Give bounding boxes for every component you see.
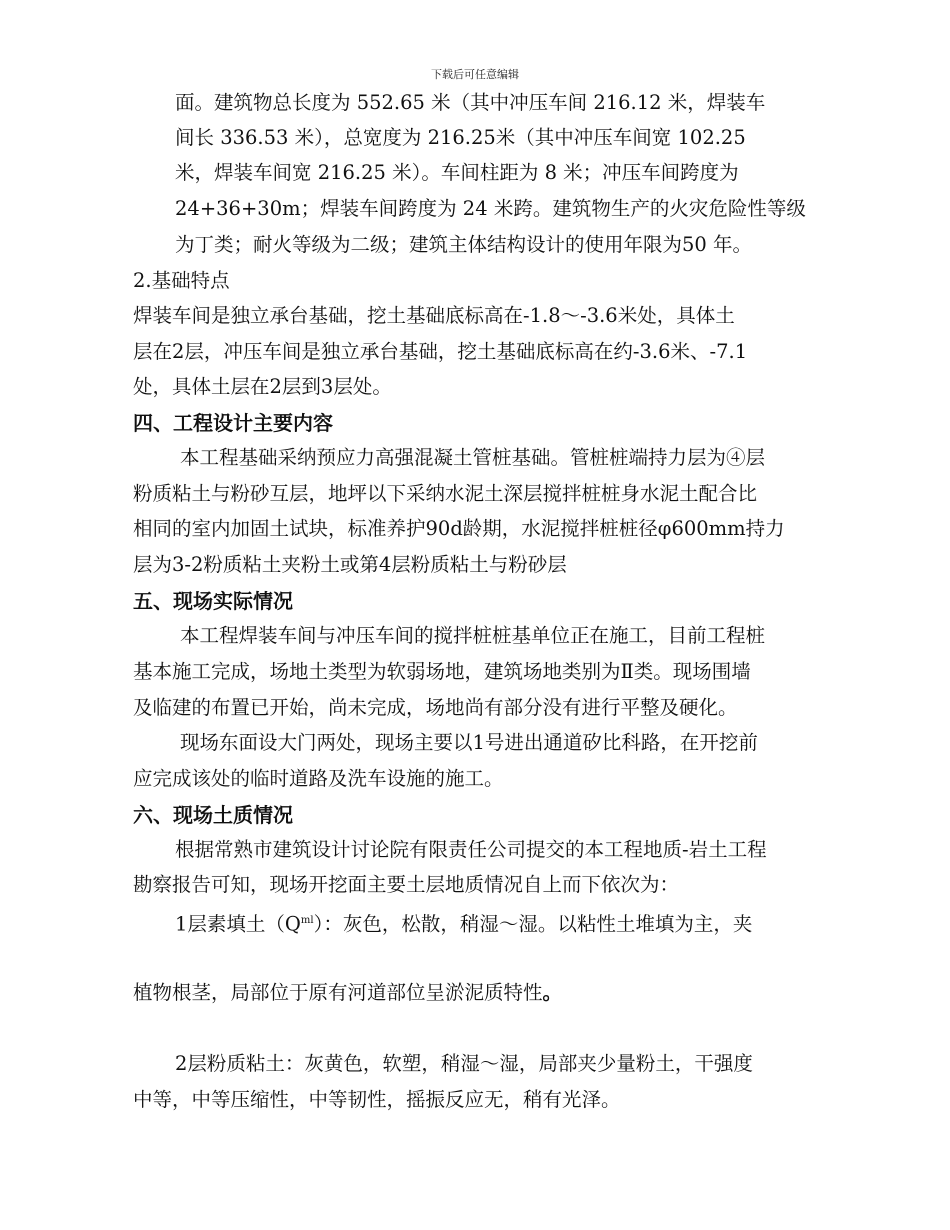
paragraph-line	[133, 980, 562, 1006]
paragraph-line: 相同的室内加固土试块，标准养护90d龄期，水泥搅拌桩桩径φ600mm持力	[133, 517, 785, 540]
paragraph-line: 层为3-2粉质粘土夹粉土或第4层粉质粘土与粉砂层	[133, 553, 567, 576]
paragraph-line: 根据常熟市建筑设计讨论院有限责任公司提交的本工程地质-岩土工程	[175, 838, 767, 861]
bold-period: 。	[542, 981, 563, 1004]
paragraph-line: 勘察报告可知，现场开挖面主要土层地质情况自上而下依次为：	[133, 873, 680, 896]
paragraph-line: 本工程基础采纳预应力高强混凝土管桩基础。管桩桩端持力层为④层	[180, 446, 766, 469]
line-text: 植物根茎，局部位于原有河道部位呈淤泥质特性	[133, 981, 543, 1004]
paragraph-line: 面。建筑物总长度为 552.65 米（其中冲压车间 216.12 米，焊装车	[175, 91, 766, 114]
superscript-ml: ml	[300, 915, 314, 926]
page-header-note: 下载后可任意编辑	[431, 68, 519, 81]
paragraph-line: 层在2层，冲压车间是独立承台基础，挖土基础底标高在约-3.6米、-7.1	[133, 340, 748, 363]
paragraph-line: 现场东面设大门两处，现场主要以1号进出通道矽比科路，在开挖前	[180, 731, 758, 754]
paragraph-line: 焊装车间是独立承台基础，挖土基础底标高在-1.8～-3.6米处，具体土	[133, 304, 735, 327]
section-heading: 六、现场土质情况	[133, 803, 293, 827]
soil-layer-text: ）：灰色，松散，稍湿～湿。以粘性土堆填为主，夹	[313, 912, 753, 936]
paragraph-line: 本工程焊装车间与冲压车间的搅拌桩桩基单位正在施工，目前工程桩	[180, 624, 766, 647]
paragraph-line	[175, 908, 752, 938]
paragraph-line: 处，具体土层在2层到3层处。	[133, 375, 392, 398]
subsection-title: 2.基础特点	[133, 269, 230, 292]
paragraph-line: 应完成该处的临时道路及洗车设施的施工。	[133, 767, 504, 790]
paragraph-line: 为丁类；耐火等级为二级；建筑主体结构设计的使用年限为50 年。	[175, 233, 753, 256]
paragraph-line: 2层粉质粘土：灰黄色，软塑，稍湿～湿，局部夹少量粉土，干强度	[175, 1052, 753, 1075]
paragraph-line: 间长 336.53 米），总宽度为 216.25米（其中冲压车间宽 102.25	[175, 126, 746, 149]
paragraph-line: 中等，中等压缩性，中等韧性，摇振反应无，稍有光泽。	[133, 1088, 621, 1111]
paragraph-line: 粉质粘土与粉砂互层，地坪以下采纳水泥土深层搅拌桩桩身水泥土配合比	[133, 482, 758, 505]
soil-layer-label: 1层素填土（Q	[175, 912, 301, 936]
paragraph-line: 基本施工完成，场地土类型为软弱场地，建筑场地类别为Ⅱ类。现场围墙	[133, 660, 751, 683]
section-heading: 五、现场实际情况	[133, 589, 293, 613]
paragraph-line: 米，焊装车间宽 216.25 米）。车间柱距为 8 米；冲压车间跨度为	[175, 161, 739, 184]
paragraph-line: 及临建的布置已开始，尚未完成，场地尚有部分没有进行平整及硬化。	[133, 696, 738, 719]
section-heading: 四、工程设计主要内容	[133, 411, 333, 435]
paragraph-line: 24+36+30m；焊装车间跨度为 24 米跨。建筑物生产的火灾危险性等级	[175, 197, 806, 220]
